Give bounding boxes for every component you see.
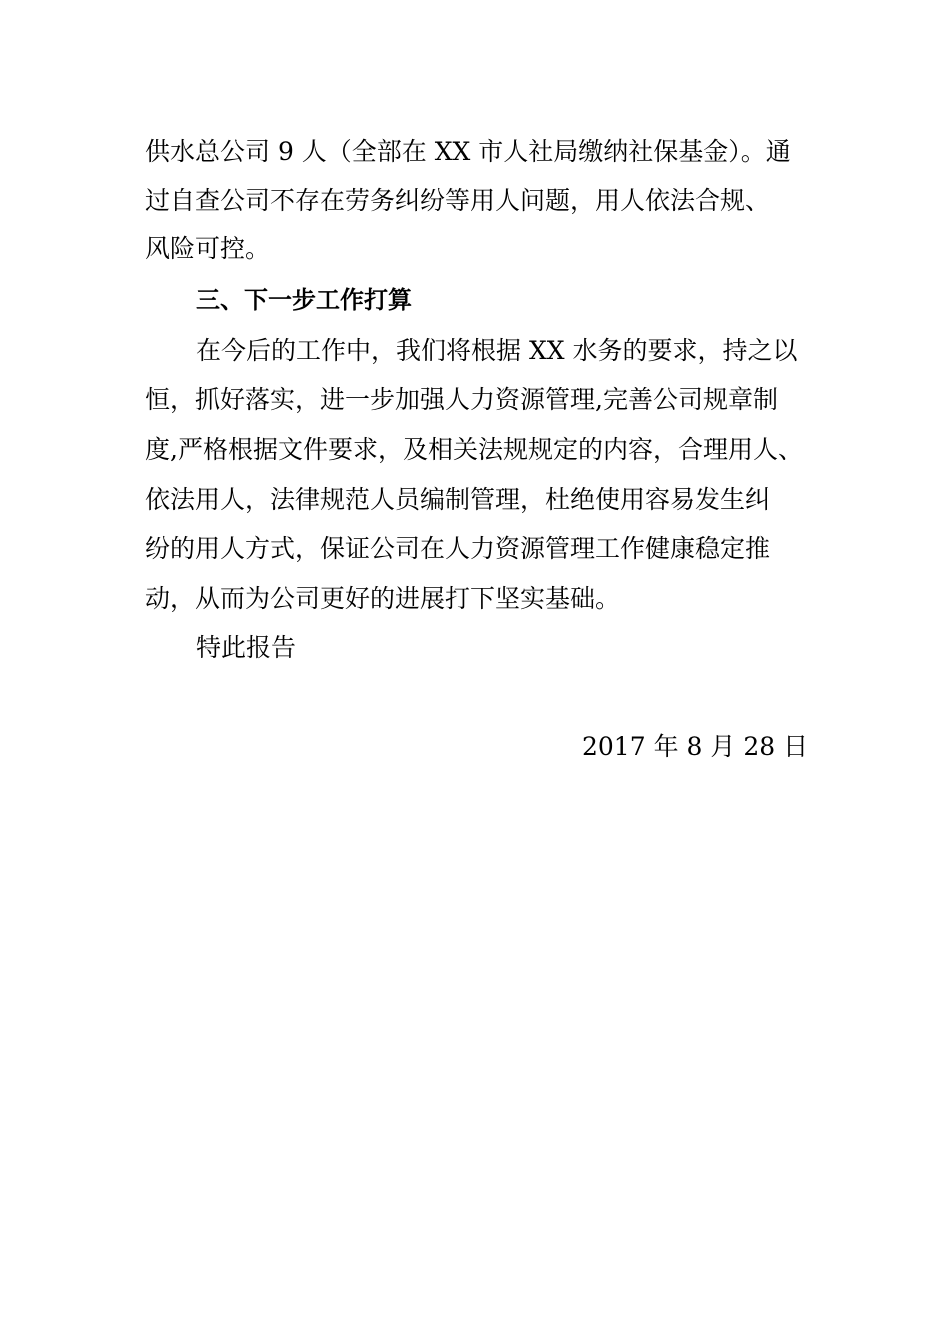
paragraph-1-line-3: 风险可控。 (145, 234, 271, 263)
paragraph-2-line-4: 依法用人，法律规范人员编制管理，杜绝使用容易发生纠 (145, 485, 771, 514)
paragraph-2-line-2: 恒，抓好落实，进一步加强人力资源管理,完善公司规章制 (145, 385, 778, 414)
paragraph-1-line-1: 供水总公司 9 人（全部在 XX 市人社局缴纳社保基金）。通 (145, 137, 791, 166)
paragraph-2-line-3: 度,严格根据文件要求，及相关法规规定的内容，合理用人、 (145, 435, 803, 464)
document-date: 2017 年 8 月 28 日 (582, 732, 809, 761)
paragraph-2-line-5: 纷的用人方式，保证公司在人力资源管理工作健康稳定推 (145, 534, 771, 563)
closing-text: 特此报告 (196, 633, 297, 662)
paragraph-2-line-6: 动，从而为公司更好的进展打下坚实基础。 (145, 584, 621, 613)
section-heading: 三、下一步工作打算 (196, 286, 412, 314)
paragraph-2-line-1: 在今后的工作中，我们将根据 XX 水务的要求，持之以 (196, 336, 798, 365)
paragraph-1-line-2: 过自查公司不存在劳务纠纷等用人问题，用人依法合规、 (145, 186, 771, 215)
